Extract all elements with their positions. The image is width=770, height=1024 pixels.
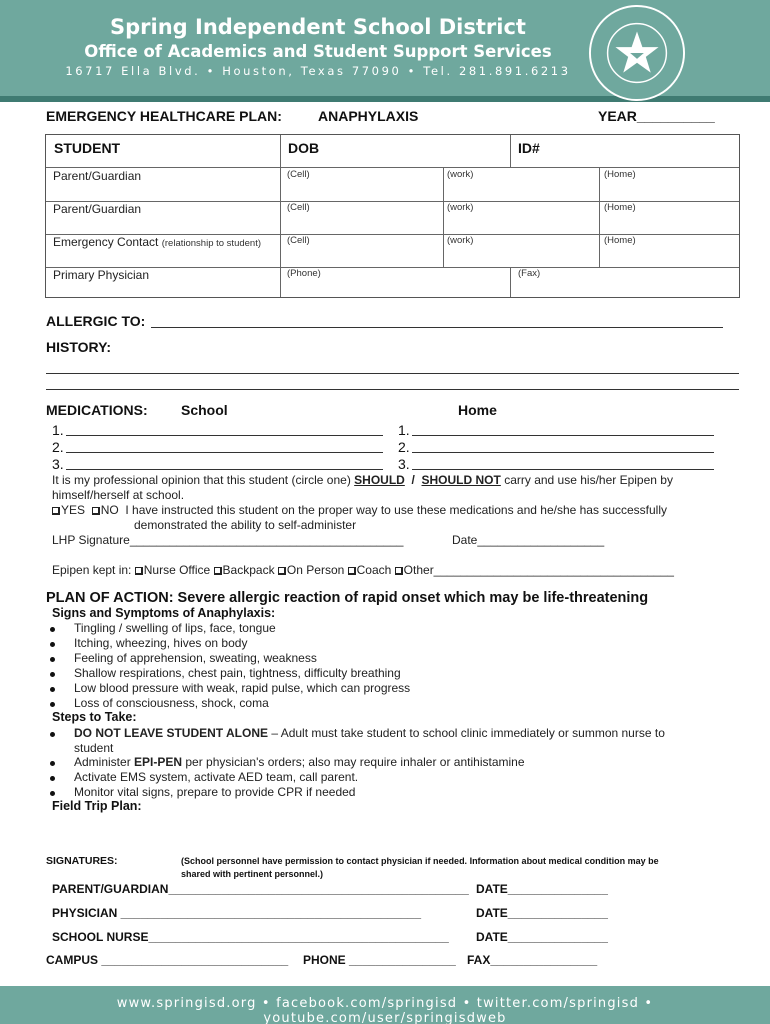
- signatures-note-1: (School personnel have permission to contact physician if needed. Information about medical condition may be: [181, 856, 659, 866]
- bullet-icon: [50, 776, 55, 781]
- home-column-label: Home: [458, 402, 497, 418]
- bullet-icon: [50, 732, 55, 737]
- self-admin-cont: demonstrated the ability to self-administer: [134, 518, 357, 532]
- lhp-date-field[interactable]: Date___________________: [452, 533, 605, 547]
- sign-item: Shallow respirations, chest pain, tightness, difficulty breathing: [74, 666, 401, 680]
- step-item-3: Activate EMS system, activate AED team, call parent.: [74, 770, 359, 784]
- school-med-3-number: 3.: [52, 456, 64, 472]
- yes-checkbox[interactable]: YES: [52, 503, 85, 517]
- sign-item: Loss of consciousness, shock, coma: [74, 696, 269, 710]
- parent-date-field[interactable]: DATE_______________: [476, 882, 608, 896]
- primary-physician-label: Primary Physician: [53, 268, 150, 282]
- home-med-3-number: 3.: [398, 456, 410, 472]
- footer-links: www.springisd.org • facebook.com/springisd • twitter.com/springisd • youtube.com/user/springisdweb: [116, 996, 654, 1024]
- no-checkbox[interactable]: NO: [92, 503, 119, 517]
- school-med-2-line[interactable]: [66, 452, 383, 453]
- step-item-2: Administer EPI-PEN per physician's orders; also may require inhaler or antihistamine: [74, 755, 525, 769]
- plan-subtitle: ANAPHYLAXIS: [318, 108, 419, 124]
- history-label: HISTORY:: [46, 339, 112, 355]
- fax-field[interactable]: FAX________________: [467, 953, 598, 967]
- work-label: (work): [447, 169, 474, 180]
- home-label: (Home): [604, 202, 636, 213]
- parent-guardian-label-1: Parent/Guardian: [53, 169, 142, 183]
- home-med-1-number: 1.: [398, 422, 410, 438]
- office-name: Office of Academics and Student Support Services: [84, 42, 552, 61]
- bullet-icon: [50, 791, 55, 796]
- allergic-to-line[interactable]: [151, 327, 723, 328]
- home-med-2-number: 2.: [398, 439, 410, 455]
- cell-label: (Cell): [287, 202, 310, 213]
- step-item-1-cont: student: [74, 741, 114, 755]
- steps-title: Steps to Take:: [52, 710, 137, 724]
- physician-signature-field[interactable]: PHYSICIAN _____________________________________________: [52, 906, 421, 920]
- opinion-statement: It is my professional opinion that this student (circle one) SHOULD / SHOULD NOT carry and use his/her Epipen by: [52, 473, 673, 487]
- signatures-note-2: shared with pertinent personnel.): [181, 869, 324, 879]
- emergency-contact-label: Emergency Contact (relationship to student): [53, 235, 262, 249]
- nurse-signature-field[interactable]: SCHOOL NURSE_____________________________________________: [52, 930, 449, 944]
- epipen-location-row: Epipen kept in: Nurse Office Backpack On Person Coach Other____________________________________: [52, 563, 674, 577]
- parent-signature-field[interactable]: PARENT/GUARDIAN_____________________________________________: [52, 882, 469, 896]
- school-column-label: School: [181, 402, 228, 418]
- medications-label: MEDICATIONS:: [46, 402, 148, 418]
- fax-label: (Fax): [518, 268, 541, 279]
- should-option[interactable]: SHOULD: [354, 473, 405, 487]
- work-label: (work): [447, 202, 474, 213]
- step-item-1: DO NOT LEAVE STUDENT ALONE – Adult must take student to school clinic immediately or summon nurse to: [74, 726, 665, 740]
- history-line-2[interactable]: [46, 389, 739, 390]
- sign-item: Low blood pressure with weak, rapid pulse, which can progress: [74, 681, 411, 695]
- sign-item: Itching, wheezing, hives on body: [74, 636, 248, 650]
- work-label: (work): [447, 235, 474, 246]
- parent-guardian-label-2: Parent/Guardian: [53, 202, 142, 216]
- bullet-icon: [50, 761, 55, 766]
- dob-header: DOB: [288, 140, 320, 156]
- phone-field[interactable]: PHONE ________________: [303, 953, 456, 967]
- school-med-1-line[interactable]: [66, 435, 383, 436]
- cell-label: (Cell): [287, 169, 310, 180]
- plan-of-action-title: PLAN OF ACTION: Severe allergic reaction of rapid onset which may be life-threatening: [46, 590, 649, 606]
- sign-item: Tingling / swelling of lips, face, tongue: [74, 621, 276, 635]
- lhp-signature-field[interactable]: LHP Signature_________________________________________: [52, 533, 404, 547]
- cell-label: (Cell): [287, 235, 310, 246]
- bullet-icon: [50, 627, 55, 632]
- allergic-to-label: ALLERGIC TO:: [46, 313, 146, 329]
- self-admin-row: YES NO I have instructed this student on the proper way to use these medications and he/she has successfully: [52, 503, 667, 517]
- other-checkbox[interactable]: Other____________________________________: [395, 563, 674, 577]
- district-seal-logo: [588, 4, 686, 102]
- step-item-4: Monitor vital signs, prepare to provide CPR if needed: [74, 785, 356, 799]
- school-med-2-number: 2.: [52, 439, 64, 455]
- sign-item: Feeling of apprehension, sweating, weakness: [74, 651, 317, 665]
- should-not-option[interactable]: SHOULD NOT: [421, 473, 501, 487]
- history-line-1[interactable]: [46, 373, 739, 374]
- home-label: (Home): [604, 235, 636, 246]
- phone-label: (Phone): [287, 268, 321, 279]
- coach-checkbox[interactable]: Coach: [348, 563, 392, 577]
- on-person-checkbox[interactable]: On Person: [278, 563, 344, 577]
- home-med-2-line[interactable]: [412, 452, 714, 453]
- opinion-statement-cont: himself/herself at school.: [52, 488, 185, 502]
- bullet-icon: [50, 657, 55, 662]
- student-info-table: [45, 134, 740, 298]
- student-header: STUDENT: [54, 140, 121, 156]
- nurse-office-checkbox[interactable]: Nurse Office: [135, 563, 210, 577]
- year-field[interactable]: YEAR__________: [598, 108, 715, 124]
- plan-title: EMERGENCY HEALTHCARE PLAN:: [46, 108, 282, 124]
- id-header: ID#: [518, 140, 540, 156]
- school-med-3-line[interactable]: [66, 469, 383, 470]
- nurse-date-field[interactable]: DATE_______________: [476, 930, 608, 944]
- bullet-icon: [50, 702, 55, 707]
- bullet-icon: [50, 642, 55, 647]
- home-med-3-line[interactable]: [412, 469, 714, 470]
- field-trip-label: Field Trip Plan:: [52, 799, 142, 813]
- signatures-label: SIGNATURES:: [46, 855, 118, 867]
- home-label: (Home): [604, 169, 636, 180]
- signs-title: Signs and Symptoms of Anaphylaxis:: [52, 606, 276, 620]
- school-med-1-number: 1.: [52, 422, 64, 438]
- backpack-checkbox[interactable]: Backpack: [214, 563, 275, 577]
- campus-field[interactable]: CAMPUS ____________________________: [46, 953, 289, 967]
- bullet-icon: [50, 672, 55, 677]
- district-name: Spring Independent School District: [110, 15, 526, 39]
- bullet-icon: [50, 687, 55, 692]
- physician-date-field[interactable]: DATE_______________: [476, 906, 608, 920]
- home-med-1-line[interactable]: [412, 435, 714, 436]
- district-address: 16717 Ella Blvd. • Houston, Texas 77090 • Tel. 281.891.6213: [65, 64, 571, 78]
